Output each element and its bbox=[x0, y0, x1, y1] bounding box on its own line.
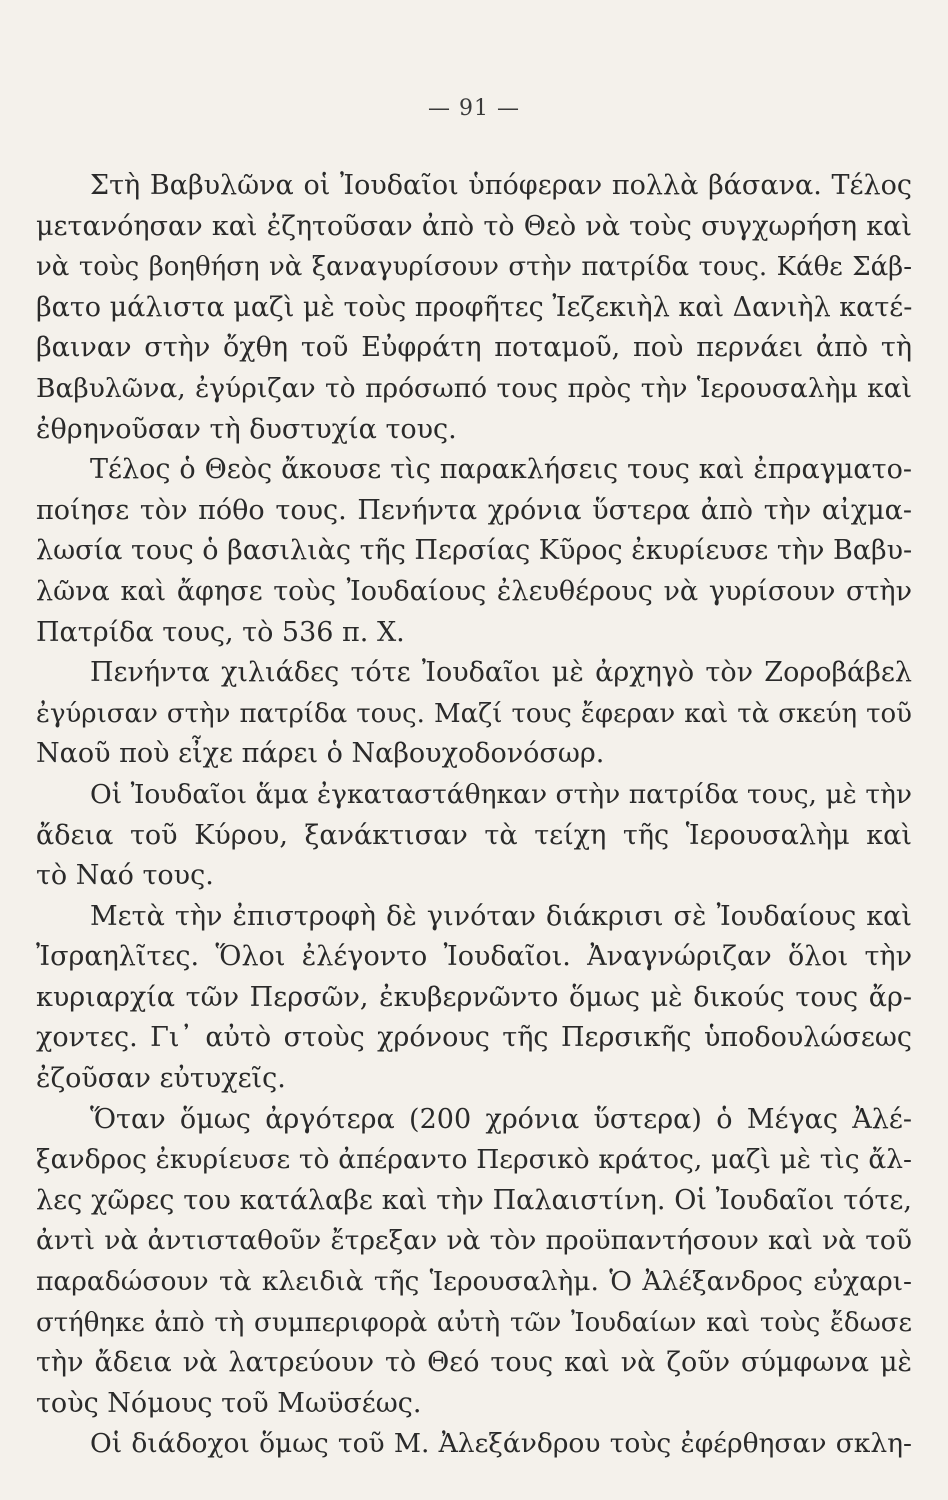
text-line: λωσία τους ὁ βασιλιὰς τῆς Περσίας Κῦρος ἐκυρίευσε τὴν Βαβυ- bbox=[36, 535, 913, 567]
text-line: λες χῶρες του κατάλαβε καὶ τὴν Παλαιστίνη. Οἱ Ἰουδαῖοι τότε, bbox=[36, 1184, 912, 1216]
text-line: λῶνα καὶ ἄφησε τοὺς Ἰουδαίους ἐλευθέρους νὰ γυρίσουν στὴν bbox=[36, 575, 912, 607]
text-line: Οἱ Ἰουδαῖοι ἅμα ἐγκαταστάθηκαν στὴν πατρίδα τους, μὲ τὴν bbox=[90, 778, 912, 810]
body-text bbox=[36, 166, 912, 1465]
text-line: βαιναν στὴν ὄχθη τοῦ Εὐφράτη ποταμοῦ, ποὺ περνάει ἀπὸ τὴ bbox=[36, 332, 912, 364]
text-line: χοντες. Γι᾽ αὐτὸ στοὺς χρόνους τῆς Περσικῆς ὑποδουλώσεως bbox=[36, 1022, 912, 1054]
text-line: βατο μάλιστα μαζὶ μὲ τοὺς προφῆτες Ἰεζεκιὴλ καὶ Δανιὴλ κατέ- bbox=[36, 291, 913, 323]
text-line: Μετὰ τὴν ἐπιστροφὴ δὲ γινόταν διάκρισι σὲ Ἰουδαίους καὶ bbox=[90, 900, 912, 932]
text-line: τὸ Ναό τους. bbox=[36, 860, 214, 892]
text-line: ποίησε τὸν πόθο τους. Πενήντα χρόνια ὕστερα ἀπὸ τὴν αἰχμα- bbox=[36, 494, 912, 526]
text-line: Ἰσραηλῖτες. Ὅλοι ἐλέγοντο Ἰουδαῖοι. Ἀναγνώριζαν ὅλοι τὴν bbox=[36, 941, 912, 973]
page-number: — 91 — bbox=[428, 96, 520, 121]
text-line: κυριαρχία τῶν Περσῶν, ἐκυβερνῶντο ὅμως μὲ δικούς τους ἄρ- bbox=[36, 981, 912, 1013]
text-line: ξανδρος ἐκυρίευσε τὸ ἀπέραντο Περσικὸ κράτος, μαζὶ μὲ τὶς ἄλ- bbox=[36, 1144, 912, 1176]
text-line: τοὺς Νόμους τοῦ Μωϋσέως. bbox=[36, 1387, 422, 1419]
text-line: Στὴ Βαβυλῶνα οἱ Ἰουδαῖοι ὑπόφεραν πολλὰ βάσανα. Τέλος bbox=[90, 170, 912, 201]
text-line: Οἱ διάδοχοι ὅμως τοῦ Μ. Ἀλεξάνδρου τοὺς ἐφέρθησαν σκλη- bbox=[90, 1428, 912, 1460]
text-line: παραδώσουν τὰ κλειδιὰ τῆς Ἱερουσαλὴμ. Ὁ Ἀλέξανδρος εὐχαρι- bbox=[36, 1266, 912, 1298]
text-line: Πενήντα χιλιάδες τότε Ἰουδαῖοι μὲ ἀρχηγὸ τὸν Ζοροβάβελ bbox=[90, 657, 912, 689]
text-line: Ναοῦ ποὺ εἶχε πάρει ὁ Ναβουχοδονόσωρ. bbox=[36, 738, 605, 770]
text-line: Βαβυλῶνα, ἐγύριζαν τὸ πρόσωπό τους πρὸς τὴν Ἱερουσαλὴμ καὶ bbox=[36, 372, 912, 404]
text-line: Ὅταν ὅμως ἀργότερα (200 χρόνια ὕστερα) ὁ Μέγας Ἀλέ- bbox=[90, 1103, 912, 1135]
text-line: ἄδεια τοῦ Κύρου, ξανάκτισαν τὰ τείχη τῆς Ἱερουσαλὴμ καὶ bbox=[36, 819, 912, 851]
text-line: ἐθρηνοῦσαν τὴ δυστυχία τους. bbox=[36, 413, 457, 445]
text-line: στήθηκε ἀπὸ τὴ συμπεριφορὰ αὐτὴ τῶν Ἰουδαίων καὶ τοὺς ἔδωσε bbox=[36, 1307, 912, 1338]
text-line: Τέλος ὁ Θεὸς ἄκουσε τὶς παρακλήσεις τους καὶ ἐπραγματο- bbox=[90, 454, 912, 486]
text-line: ἐγύρισαν στὴν πατρίδα τους. Μαζί τους ἔφεραν καὶ τὰ σκεύη τοῦ bbox=[36, 698, 912, 729]
text-line: μετανόησαν καὶ ἐζητοῦσαν ἀπὸ τὸ Θεὸ νὰ τοὺς συγχωρήση καὶ bbox=[36, 210, 912, 242]
text-line: ἀντὶ νὰ ἀντισταθοῦν ἔτρεξαν νὰ τὸν προϋπαντήσουν καὶ νὰ τοῦ bbox=[36, 1225, 912, 1257]
text-line: ἐζοῦσαν εὐτυχεῖς. bbox=[36, 1063, 286, 1095]
text-line: Πατρίδα τους, τὸ 536 π. Χ. bbox=[36, 616, 405, 648]
text-line: νὰ τοὺς βοηθήση νὰ ξαναγυρίσουν στὴν πατρίδα τους. Κάθε Σάβ- bbox=[36, 252, 912, 283]
text-line: τὴν ἄδεια νὰ λατρεύουν τὸ Θεό τους καὶ νὰ ζοῦν σύμφωνα μὲ bbox=[36, 1347, 912, 1379]
